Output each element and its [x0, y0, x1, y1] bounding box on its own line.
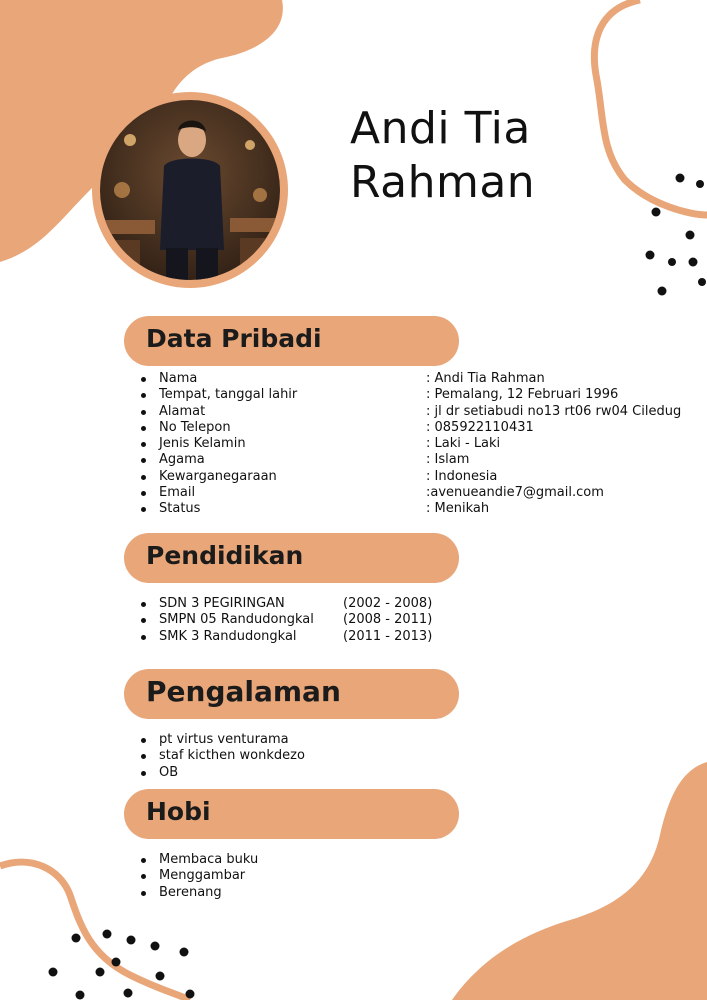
list-item: pt virtus venturama: [139, 732, 305, 748]
page-title: [350, 102, 535, 210]
list-item: No Telepon: [139, 420, 297, 436]
value-item: :avenueandie7@gmail.com: [426, 485, 604, 501]
value-item: : Pemalang, 12 Februari 1996: [426, 387, 619, 403]
education-years: [343, 596, 432, 645]
hobby-list: [139, 852, 258, 901]
list-item: Berenang: [139, 885, 258, 901]
section-header-hobi: [124, 789, 459, 839]
list-item: Tempat, tanggal lahir: [139, 387, 297, 403]
section-header-pendidikan: [124, 533, 459, 583]
value-item: : Islam: [426, 452, 470, 468]
section-title: Hobi: [146, 797, 211, 826]
list-item: Menggambar: [139, 868, 258, 884]
list-item: Jenis Kelamin: [139, 436, 297, 452]
top-right-dots: [646, 174, 707, 296]
name-line-1: Andi Tia: [350, 103, 531, 154]
person-photo-icon: [100, 100, 280, 280]
year-item: (2011 - 2013): [343, 628, 433, 644]
name-line-2: Rahman: [350, 157, 536, 208]
value-item: : 085922110431: [426, 419, 534, 435]
list-item: SMK 3 Randudongkal: [139, 629, 314, 645]
list-item: Kewarganegaraan: [139, 469, 297, 485]
list-item: Agama: [139, 452, 297, 468]
profile-photo-frame: [92, 92, 288, 288]
top-right-outline-curve: [594, 0, 707, 215]
list-item: staf kicthen wonkdezo: [139, 748, 305, 764]
personal-data-values: [426, 371, 681, 518]
value-item: : Indonesia: [426, 468, 498, 484]
bottom-right-blob-shape: [452, 762, 707, 1000]
section-title: Pendidikan: [146, 541, 304, 570]
list-item: OB: [139, 765, 305, 781]
experience-list: [139, 732, 305, 781]
list-item: Alamat: [139, 404, 297, 420]
list-item: Email: [139, 485, 297, 501]
list-item: SDN 3 PEGIRINGAN: [139, 596, 314, 612]
list-item: Nama: [139, 371, 297, 387]
year-item: (2008 - 2011): [343, 612, 433, 628]
section-header-pengalaman: [124, 669, 459, 719]
section-title: Data Pribadi: [146, 324, 322, 353]
value-item: : Andi Tia Rahman: [426, 371, 545, 386]
value-item: : jl dr setiabudi no13 rt06 rw04 Ciledug: [426, 403, 682, 419]
section-header-data-pribadi: [124, 316, 459, 366]
list-item: Status: [139, 501, 297, 517]
list-item: Membaca buku: [139, 852, 258, 868]
personal-data-labels: [139, 371, 297, 518]
year-item: (2002 - 2008): [343, 596, 433, 611]
value-item: : Laki - Laki: [426, 436, 501, 452]
section-title: Pengalaman: [146, 675, 341, 708]
value-item: : Menikah: [426, 501, 490, 517]
education-list: [139, 596, 314, 645]
bottom-left-dots: [49, 930, 195, 1000]
list-item: SMPN 05 Randudongkal: [139, 612, 314, 628]
